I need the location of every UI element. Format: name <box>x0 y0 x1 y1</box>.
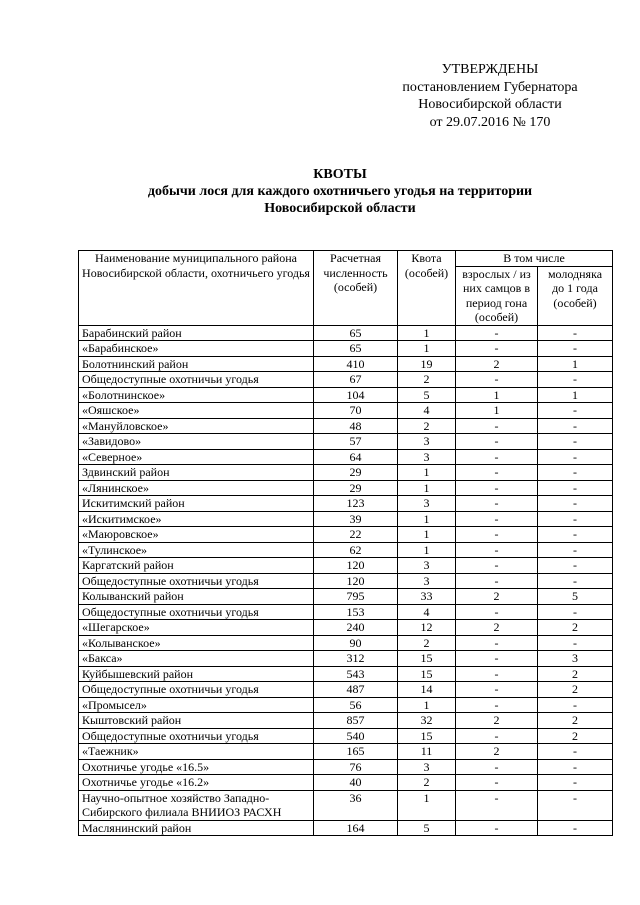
table-row <box>79 744 613 760</box>
cell-population: 795 <box>314 589 398 605</box>
cell-quota: 1 <box>398 325 456 341</box>
cell-young: - <box>538 372 613 388</box>
table-row <box>79 403 613 419</box>
cell-population: 29 <box>314 480 398 496</box>
cell-name: Здвинский район <box>79 465 314 481</box>
cell-young: - <box>538 790 613 820</box>
cell-quota: 11 <box>398 744 456 760</box>
cell-adults: - <box>456 465 538 481</box>
cell-name: Научно-опытное хозяйство Западно-Сибирского филиала ВНИИОЗ РАСХН <box>79 790 314 820</box>
cell-population: 487 <box>314 682 398 698</box>
cell-quota: 3 <box>398 558 456 574</box>
cell-young: - <box>538 744 613 760</box>
cell-adults: 2 <box>456 713 538 729</box>
cell-name: Барабинский район <box>79 325 314 341</box>
cell-population: 65 <box>314 341 398 357</box>
cell-quota: 1 <box>398 511 456 527</box>
cell-adults: - <box>456 651 538 667</box>
table-row <box>79 651 613 667</box>
cell-young: - <box>538 325 613 341</box>
table-row <box>79 728 613 744</box>
cell-name: Охотничье угодье «16.5» <box>79 759 314 775</box>
cell-young: 1 <box>538 387 613 403</box>
cell-quota: 19 <box>398 356 456 372</box>
cell-name: Каргатский район <box>79 558 314 574</box>
cell-quota: 14 <box>398 682 456 698</box>
cell-young: - <box>538 465 613 481</box>
cell-population: 410 <box>314 356 398 372</box>
cell-adults: - <box>456 728 538 744</box>
approval-line: от 29.07.2016 № 170 <box>429 114 551 130</box>
table-row <box>79 434 613 450</box>
cell-population: 22 <box>314 527 398 543</box>
cell-adults: - <box>456 759 538 775</box>
cell-young: - <box>538 403 613 419</box>
table-row <box>79 511 613 527</box>
cell-adults: 2 <box>456 744 538 760</box>
cell-young: - <box>538 542 613 558</box>
cell-adults: - <box>456 635 538 651</box>
cell-young: - <box>538 418 613 434</box>
cell-young: - <box>538 341 613 357</box>
cell-adults: - <box>456 666 538 682</box>
table-row <box>79 418 613 434</box>
cell-adults: - <box>456 682 538 698</box>
cell-adults: - <box>456 418 538 434</box>
cell-quota: 2 <box>398 635 456 651</box>
cell-population: 39 <box>314 511 398 527</box>
header-quota: Квота (особей) <box>398 251 456 326</box>
cell-name: Общедоступные охотничьи угодья <box>79 728 314 744</box>
quota-table <box>78 250 613 836</box>
table-row <box>79 542 613 558</box>
cell-population: 164 <box>314 820 398 836</box>
cell-quota: 1 <box>398 527 456 543</box>
table-row <box>79 775 613 791</box>
cell-young: - <box>538 775 613 791</box>
cell-adults: - <box>456 790 538 820</box>
cell-adults: 2 <box>456 589 538 605</box>
cell-name: Болотнинский район <box>79 356 314 372</box>
cell-young: - <box>538 759 613 775</box>
cell-name: «Лянинское» <box>79 480 314 496</box>
cell-name: Общедоступные охотничьи угодья <box>79 682 314 698</box>
cell-quota: 1 <box>398 480 456 496</box>
cell-adults: - <box>456 542 538 558</box>
cell-population: 120 <box>314 558 398 574</box>
cell-adults: - <box>456 558 538 574</box>
cell-name: Кыштовский район <box>79 713 314 729</box>
cell-young: 2 <box>538 682 613 698</box>
cell-quota: 1 <box>398 790 456 820</box>
cell-young: 5 <box>538 589 613 605</box>
table-row <box>79 465 613 481</box>
cell-young: - <box>538 527 613 543</box>
table-row <box>79 697 613 713</box>
cell-young: - <box>538 604 613 620</box>
cell-young: - <box>538 511 613 527</box>
cell-adults: - <box>456 341 538 357</box>
cell-population: 104 <box>314 387 398 403</box>
title-line: добычи лося для каждого охотничьего угодья на территории <box>147 184 533 199</box>
cell-young: - <box>538 573 613 589</box>
cell-quota: 2 <box>398 775 456 791</box>
table-row <box>79 449 613 465</box>
table-row <box>79 790 613 820</box>
cell-name: «Колыванское» <box>79 635 314 651</box>
cell-quota: 3 <box>398 434 456 450</box>
cell-name: Колыванский район <box>79 589 314 605</box>
table-row <box>79 604 613 620</box>
cell-name: «Северное» <box>79 449 314 465</box>
cell-name: «Искитимское» <box>79 511 314 527</box>
cell-young: - <box>538 434 613 450</box>
cell-adults: - <box>456 697 538 713</box>
table-row <box>79 682 613 698</box>
table-row <box>79 480 613 496</box>
cell-population: 540 <box>314 728 398 744</box>
approval-line: Новосибирской области <box>418 97 562 112</box>
cell-quota: 2 <box>398 418 456 434</box>
cell-name: «Шегарское» <box>79 620 314 636</box>
cell-young: 3 <box>538 651 613 667</box>
table-row <box>79 820 613 836</box>
cell-adults: - <box>456 372 538 388</box>
cell-quota: 1 <box>398 465 456 481</box>
table-row <box>79 666 613 682</box>
title-line: Новосибирской области <box>264 201 416 216</box>
header-population: Расчетная численность (особей) <box>314 251 398 326</box>
cell-quota: 1 <box>398 697 456 713</box>
cell-adults: 1 <box>456 403 538 419</box>
table-row <box>79 635 613 651</box>
cell-name: «Болотнинское» <box>79 387 314 403</box>
cell-population: 240 <box>314 620 398 636</box>
cell-population: 48 <box>314 418 398 434</box>
cell-population: 123 <box>314 496 398 512</box>
approval-block <box>380 61 600 131</box>
cell-young: - <box>538 449 613 465</box>
cell-name: Маслянинский район <box>79 820 314 836</box>
cell-population: 57 <box>314 434 398 450</box>
cell-name: Общедоступные охотничьи угодья <box>79 573 314 589</box>
cell-quota: 3 <box>398 449 456 465</box>
cell-young: - <box>538 496 613 512</box>
cell-population: 90 <box>314 635 398 651</box>
table-row <box>79 325 613 341</box>
cell-population: 56 <box>314 697 398 713</box>
header-name: Наименование муниципального района Новосибирской области, охотничьего угодья <box>79 251 314 326</box>
cell-quota: 4 <box>398 403 456 419</box>
table-row <box>79 372 613 388</box>
table-row <box>79 527 613 543</box>
cell-quota: 15 <box>398 728 456 744</box>
cell-adults: - <box>456 604 538 620</box>
cell-young: - <box>538 480 613 496</box>
cell-name: «Завидово» <box>79 434 314 450</box>
cell-name: «Мануйловское» <box>79 418 314 434</box>
cell-adults: - <box>456 511 538 527</box>
cell-population: 65 <box>314 325 398 341</box>
cell-adults: 1 <box>456 387 538 403</box>
cell-name: «Бакса» <box>79 651 314 667</box>
cell-young: - <box>538 820 613 836</box>
cell-name: «Маюровское» <box>79 527 314 543</box>
table-row <box>79 496 613 512</box>
cell-quota: 1 <box>398 341 456 357</box>
cell-population: 165 <box>314 744 398 760</box>
table-row <box>79 620 613 636</box>
cell-young: - <box>538 635 613 651</box>
cell-population: 64 <box>314 449 398 465</box>
cell-population: 29 <box>314 465 398 481</box>
table-row <box>79 387 613 403</box>
cell-population: 62 <box>314 542 398 558</box>
cell-quota: 3 <box>398 759 456 775</box>
header-adults: взрослых / из них самцов в период гона (особей) <box>456 266 538 325</box>
cell-adults: - <box>456 496 538 512</box>
cell-population: 76 <box>314 759 398 775</box>
cell-name: Искитимский район <box>79 496 314 512</box>
cell-adults: 2 <box>456 356 538 372</box>
table-row <box>79 573 613 589</box>
document-title <box>60 166 620 217</box>
cell-quota: 15 <box>398 666 456 682</box>
cell-population: 67 <box>314 372 398 388</box>
approval-line: постановлением Губернатора <box>402 79 578 95</box>
table-row <box>79 589 613 605</box>
cell-name: Общедоступные охотничьи угодья <box>79 604 314 620</box>
cell-young: 2 <box>538 620 613 636</box>
cell-population: 312 <box>314 651 398 667</box>
cell-adults: - <box>456 775 538 791</box>
cell-quota: 5 <box>398 820 456 836</box>
cell-adults: - <box>456 449 538 465</box>
table-row <box>79 341 613 357</box>
cell-name: «Тулинское» <box>79 542 314 558</box>
cell-quota: 2 <box>398 372 456 388</box>
cell-name: «Промысел» <box>79 697 314 713</box>
table-row <box>79 356 613 372</box>
cell-name: «Ояшское» <box>79 403 314 419</box>
cell-population: 153 <box>314 604 398 620</box>
table-row <box>79 558 613 574</box>
cell-quota: 5 <box>398 387 456 403</box>
cell-name: «Барабинское» <box>79 341 314 357</box>
cell-quota: 15 <box>398 651 456 667</box>
cell-population: 120 <box>314 573 398 589</box>
cell-name: Куйбышевский район <box>79 666 314 682</box>
cell-adults: - <box>456 434 538 450</box>
cell-young: 2 <box>538 728 613 744</box>
cell-quota: 1 <box>398 542 456 558</box>
cell-quota: 33 <box>398 589 456 605</box>
cell-name: «Таежник» <box>79 744 314 760</box>
cell-population: 40 <box>314 775 398 791</box>
cell-quota: 12 <box>398 620 456 636</box>
cell-population: 36 <box>314 790 398 820</box>
title-line: КВОТЫ <box>313 167 367 182</box>
table-row <box>79 759 613 775</box>
cell-adults: - <box>456 820 538 836</box>
approval-line: УТВЕРЖДЕНЫ <box>441 62 539 77</box>
cell-young: - <box>538 558 613 574</box>
cell-quota: 32 <box>398 713 456 729</box>
cell-quota: 4 <box>398 604 456 620</box>
cell-population: 857 <box>314 713 398 729</box>
cell-population: 70 <box>314 403 398 419</box>
cell-young: 2 <box>538 713 613 729</box>
cell-adults: 2 <box>456 620 538 636</box>
cell-adults: - <box>456 573 538 589</box>
cell-quota: 3 <box>398 496 456 512</box>
cell-population: 543 <box>314 666 398 682</box>
table-row <box>79 713 613 729</box>
cell-adults: - <box>456 480 538 496</box>
cell-adults: - <box>456 325 538 341</box>
cell-name: Охотничье угодье «16.2» <box>79 775 314 791</box>
cell-name: Общедоступные охотничьи угодья <box>79 372 314 388</box>
cell-young: 2 <box>538 666 613 682</box>
header-including: В том числе <box>456 251 613 267</box>
cell-young: 1 <box>538 356 613 372</box>
cell-quota: 3 <box>398 573 456 589</box>
cell-adults: - <box>456 527 538 543</box>
header-young: молодняка до 1 года (особей) <box>538 266 613 325</box>
cell-young: - <box>538 697 613 713</box>
